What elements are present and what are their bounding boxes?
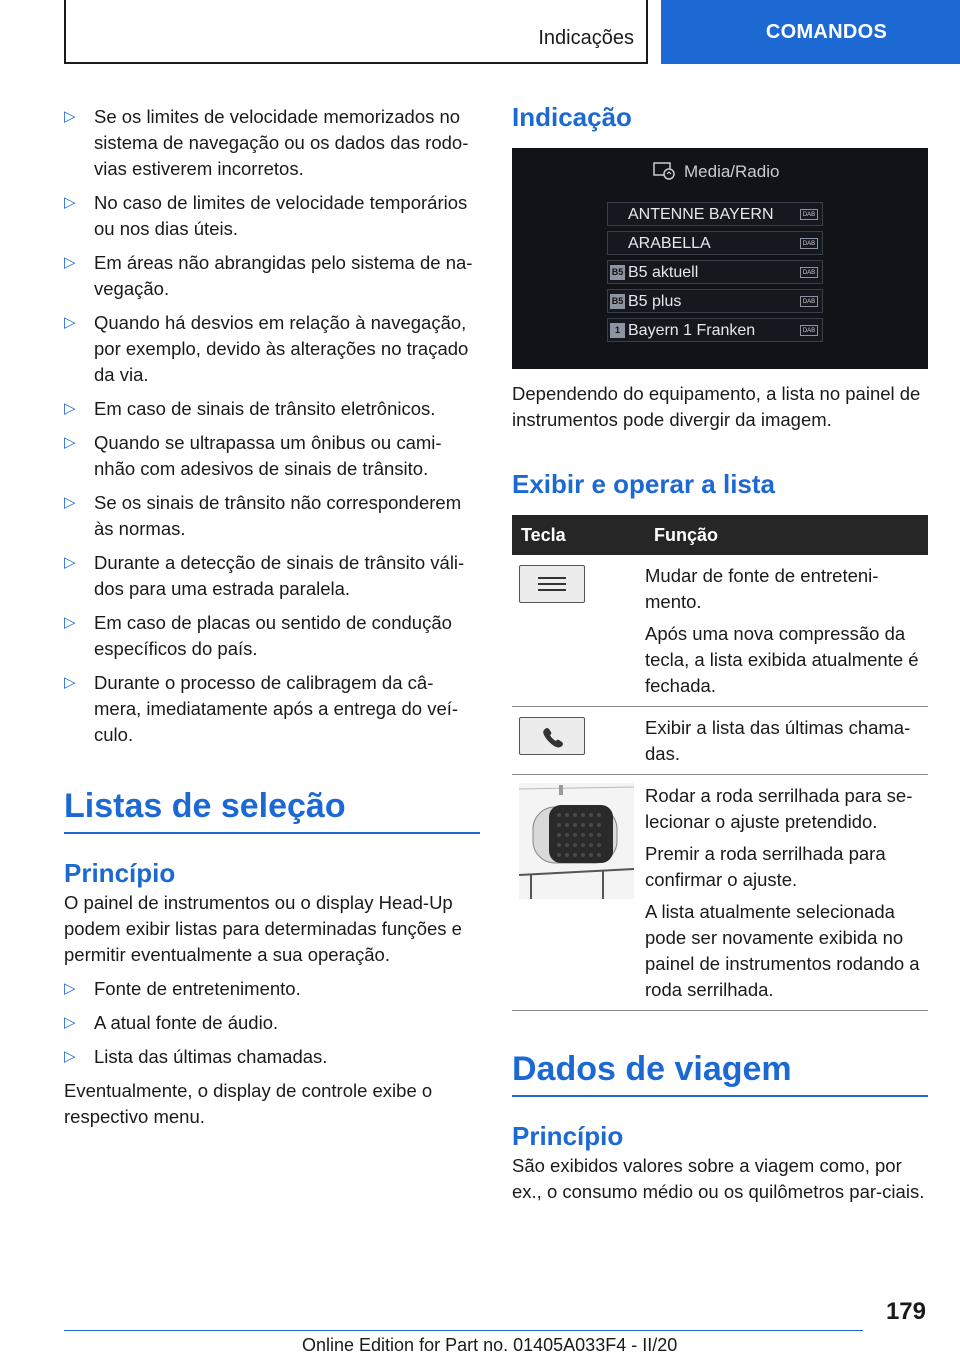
station-logo: 1 (610, 323, 625, 338)
station-row: B5 B5 plus DAB (607, 289, 823, 313)
dab-tag: DAB (800, 209, 818, 220)
station-row: ARABELLA DAB (607, 231, 823, 255)
key-function-table (512, 515, 928, 1011)
trip-paragraph: São exibidos valores sobre a viagem como, por ex., o consumo médio ou os quilômetros par-ciais. (512, 1155, 925, 1202)
table-header-key: Tecla (512, 515, 645, 555)
triangle-bullet-icon: ▷ (64, 1048, 76, 1065)
dab-tag: DAB (800, 267, 818, 278)
triangle-bullet-icon: ▷ (64, 980, 76, 997)
list-button-icon (519, 565, 585, 603)
table-header-function: Função (645, 515, 928, 555)
list-item: ▷ Durante a detecção de sinais de trânsito váli-dos para uma estrada paralela. (64, 552, 465, 599)
list-types (64, 976, 480, 1070)
list-item: ▷ Fonte de entretenimento. (64, 976, 480, 1002)
list-item: ▷ A atual fonte de áudio. (64, 1010, 480, 1036)
station-row: 1 Bayern 1 Franken DAB (607, 318, 823, 342)
triangle-bullet-icon: ▷ (64, 194, 76, 211)
station-row: B5 B5 aktuell DAB (607, 260, 823, 284)
list-item: ▷ Em caso de sinais de trânsito eletrônicos. (64, 396, 480, 422)
left-column (64, 104, 480, 1138)
list-item: ▷ Se os sinais de trânsito não corresponderem às normas. (64, 492, 462, 539)
heading-show-operate-list: Exibir e operar a lista (512, 469, 776, 499)
footer-edition: Online Edition for Part no. 01405A033F4 - II/20 (302, 1335, 678, 1355)
list-item: ▷ Em áreas não abrangidas pelo sistema de na-vegação. (64, 252, 473, 299)
table-row: Mudar de fonte de entreteni-mento. Após uma nova compressão da tecla, a lista exibida atualmente é fechada. (512, 555, 928, 707)
list-item: ▷ Quando se ultrapassa um ônibus ou cami-nhão com adesivos de sinais de trânsito. (64, 432, 442, 479)
dab-tag: DAB (800, 296, 818, 307)
intro-paragraph: O painel de instrumentos ou o display Head-Up podem exibir listas para determinadas funções e permitir eventualmente a sua operação. (64, 892, 462, 965)
list-item: ▷ Se os limites de velocidade memorizados no sistema de navegação ou os dados das rodo-vias estiverem incorretos. (64, 106, 469, 179)
instrument-cluster-screenshot (512, 148, 928, 369)
list-item: ▷ No caso de limites de velocidade temporários ou nos dias úteis. (64, 192, 468, 239)
triangle-bullet-icon: ▷ (64, 108, 76, 125)
triangle-bullet-icon: ▷ (64, 494, 76, 511)
screen-title: Media/Radio (684, 162, 780, 181)
page-number: 179 (885, 1298, 926, 1325)
subheading-principle-trip: Princípio (512, 1121, 624, 1151)
footer-divider (64, 1330, 863, 1331)
triangle-bullet-icon: ▷ (64, 434, 76, 451)
dab-tag: DAB (800, 325, 818, 336)
media-radio-icon (652, 160, 676, 180)
header-section-title: Indicações (538, 27, 634, 49)
subheading-principle: Princípio (64, 858, 176, 888)
table-row: Rodar a roda serrilhada para se-lecionar o ajuste pretendido. Premir a roda serrilhada para confirmar o ajuste. A lista atualmente selecionada pode ser novamente exibida no painel de instrumentos rodando a roda serrilhada. (512, 775, 928, 1011)
triangle-bullet-icon: ▷ (64, 614, 76, 631)
dab-tag: DAB (800, 238, 818, 249)
right-column (512, 100, 928, 1213)
triangle-bullet-icon: ▷ (64, 674, 76, 691)
triangle-bullet-icon: ▷ (64, 400, 76, 417)
station-row: ANTENNE BAYERN DAB (607, 202, 823, 226)
header-chapter-label: COMANDOS (765, 20, 888, 43)
image-caption: Dependendo do equipamento, a lista no painel de instrumentos pode divergir da imagem. (512, 383, 921, 430)
conditions-list (64, 104, 480, 748)
triangle-bullet-icon: ▷ (64, 254, 76, 271)
triangle-bullet-icon: ▷ (64, 314, 76, 331)
station-logo: B5 (610, 294, 625, 309)
list-item: ▷ Lista das últimas chamadas. (64, 1044, 480, 1070)
list-item: ▷ Em caso de placas ou sentido de condução específicos do país. (64, 612, 452, 659)
phone-icon (519, 717, 585, 755)
header-frame (64, 0, 648, 64)
heading-display: Indicação (512, 102, 632, 132)
table-row: Exibir a lista das últimas chama-das. (512, 707, 928, 775)
triangle-bullet-icon: ▷ (64, 1014, 76, 1031)
section-heading-trip-data: Dados de viagem (512, 1047, 928, 1097)
section-heading-selection-lists: Listas de seleção (64, 784, 480, 834)
triangle-bullet-icon: ▷ (64, 554, 76, 571)
station-logo: B5 (610, 265, 625, 280)
header-chapter-tab (661, 0, 960, 64)
thumbwheel-icon (519, 783, 634, 899)
list-item: ▷ Quando há desvios em relação à navegação, por exemplo, devido às alterações no traçado da via. (64, 312, 469, 385)
list-item: ▷ Durante o processo de calibragem da câ-mera, imediatamente após a entrega do veí-culo. (64, 672, 459, 745)
outro-paragraph: Eventualmente, o display de controle exibe o respectivo menu. (64, 1080, 433, 1127)
